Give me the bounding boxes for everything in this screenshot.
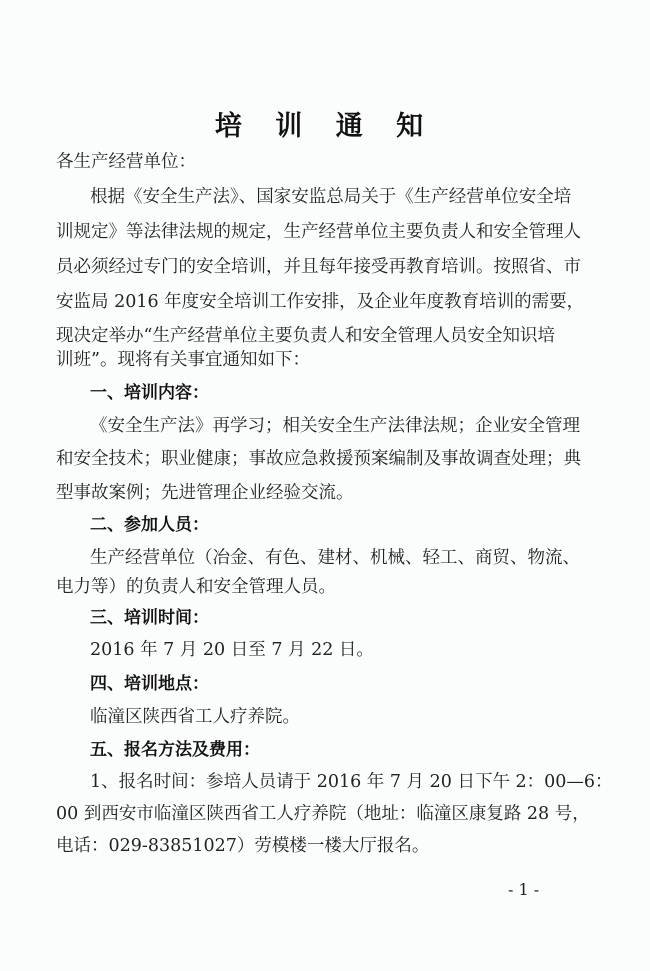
- salutation: 各生产经营单位：: [56, 152, 196, 172]
- section-registration-line: 00 到西安市临潼区陕西省工人疗养院（地址：临潼区康复路 28 号，: [56, 804, 590, 824]
- section-heading-content: 一、培训内容：: [90, 383, 209, 403]
- section-heading-location: 四、培训地点：: [90, 674, 209, 694]
- intro-line: 员必须经过专门的安全培训，并且每年接受再教育培训。按照省、市: [56, 257, 581, 277]
- section-content-line: 《安全生产法》再学习；相关安全生产法律法规；企业安全管理: [90, 416, 580, 436]
- document-title: 培 训 通 知: [214, 111, 436, 142]
- section-content-line: 和安全技术；职业健康；事故应急救援预案编制及事故调查处理；典: [56, 449, 581, 469]
- section-location-line: 临潼区陕西省工人疗养院。: [90, 707, 300, 727]
- section-heading-attendees: 二、参加人员：: [90, 515, 209, 535]
- intro-line: 安监局 2016 年度安全培训工作安排，及企业年度教育培训的需要，: [56, 292, 585, 312]
- intro-line: 现决定举办“生产经营单位主要负责人和安全管理人员安全知识培: [56, 326, 555, 346]
- intro-line: 训规定》等法律法规的规定，生产经营单位主要负责人和安全管理人: [56, 222, 581, 242]
- section-heading-time: 三、培训时间：: [90, 608, 209, 628]
- section-attendees-line: 电力等）的负责人和安全管理人员。: [56, 577, 336, 597]
- intro-line: 训班”。现将有关事宜通知如下：: [56, 350, 310, 370]
- section-time-line: 2016 年 7 月 20 日至 7 月 22 日。: [90, 640, 374, 660]
- page-number: - 1 -: [508, 880, 540, 899]
- section-attendees-line: 生产经营单位（冶金、有色、建材、机械、轻工、商贸、物流、: [90, 548, 580, 568]
- intro-line: 根据《安全生产法》、国家安监总局关于《生产经营单位安全培: [90, 187, 572, 207]
- section-heading-registration: 五、报名方法及费用：: [90, 740, 260, 760]
- section-registration-line: 1、报名时间：参培人员请于 2016 年 7 月 20 日下午 2：00—6：: [90, 772, 613, 792]
- section-content-line: 型事故案例；先进管理企业经验交流。: [56, 483, 354, 503]
- section-registration-line: 电话：029-83851027）劳模楼一楼大厅报名。: [56, 836, 430, 856]
